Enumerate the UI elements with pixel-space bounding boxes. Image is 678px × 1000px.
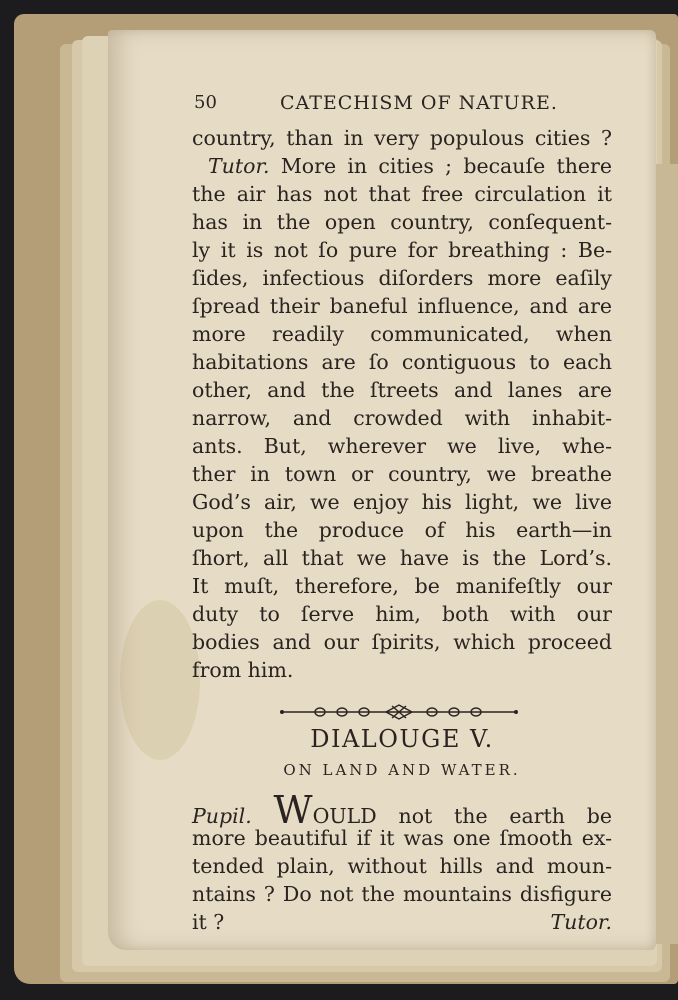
text-line: ſhort, all that we have is the Lord’s. [192, 546, 612, 570]
text-line: ants. But, wherever we live, whe- [192, 434, 612, 458]
pupil-section [192, 788, 612, 936]
body-text [192, 124, 612, 684]
text-line: bodies and our ſpirits, which proceed [192, 630, 612, 654]
text-line: has in the open country, conſequent- [192, 210, 612, 234]
text-line [192, 788, 612, 832]
text-line: tended plain, without hills and moun- [192, 854, 612, 878]
text-line [192, 908, 612, 936]
paper-stain [120, 600, 200, 760]
text-line: upon the produce of his earth—in [192, 518, 612, 542]
text-line: more readily communicated, when [192, 322, 612, 346]
text-line: narrow, and crowded with inhabit- [192, 406, 612, 430]
text-line: more beautiful if it was one ſmooth ex- [192, 826, 612, 850]
text-line: ſides, infectious diſorders more eaſily [192, 266, 612, 290]
text-line: country, than in very populous cities ? [192, 126, 612, 150]
text-line: ſpread their baneful influence, and are [192, 294, 612, 318]
drop-cap: W [273, 788, 313, 832]
text-line: from him. [192, 658, 294, 682]
text-line: the air has not that free circulation it [192, 182, 612, 206]
decorative-ornament [280, 703, 518, 721]
text-line: habitations are ſo contiguous to each [192, 350, 612, 374]
text-line: ly it is not ſo pure for breathing : Be- [192, 238, 612, 262]
text-line: duty to ſerve him, both with our [192, 602, 612, 626]
facing-page-edge [655, 164, 678, 944]
dialogue-subtitle: ON LAND AND WATER. [283, 761, 521, 779]
text-line: It muſt, therefore, be manifeſtly our [192, 574, 612, 598]
text-line-last: it ? [192, 910, 225, 934]
text-line-rest: More in cities ; becauſe there [280, 154, 612, 178]
dialogue-title: DIALOUGE V. [310, 725, 494, 753]
text-line: ther in town or country, we breathe [192, 462, 612, 486]
speaker-label: Tutor. [208, 154, 270, 178]
text-line: ntains ? Do not the mountains disfigure [192, 882, 612, 906]
page-header [194, 92, 614, 122]
text-line-rest: OULD not the earth be [312, 804, 612, 828]
text-line: other, and the ſtreets and lanes are [192, 378, 612, 402]
text-line [192, 152, 612, 180]
running-title: CATECHISM OF NATURE. [280, 92, 558, 114]
catchword: Tutor. [550, 910, 612, 934]
page-number: 50 [194, 92, 217, 113]
speaker-label: Pupil. [192, 804, 252, 828]
text-line: God’s air, we enjoy his light, we live [192, 490, 612, 514]
